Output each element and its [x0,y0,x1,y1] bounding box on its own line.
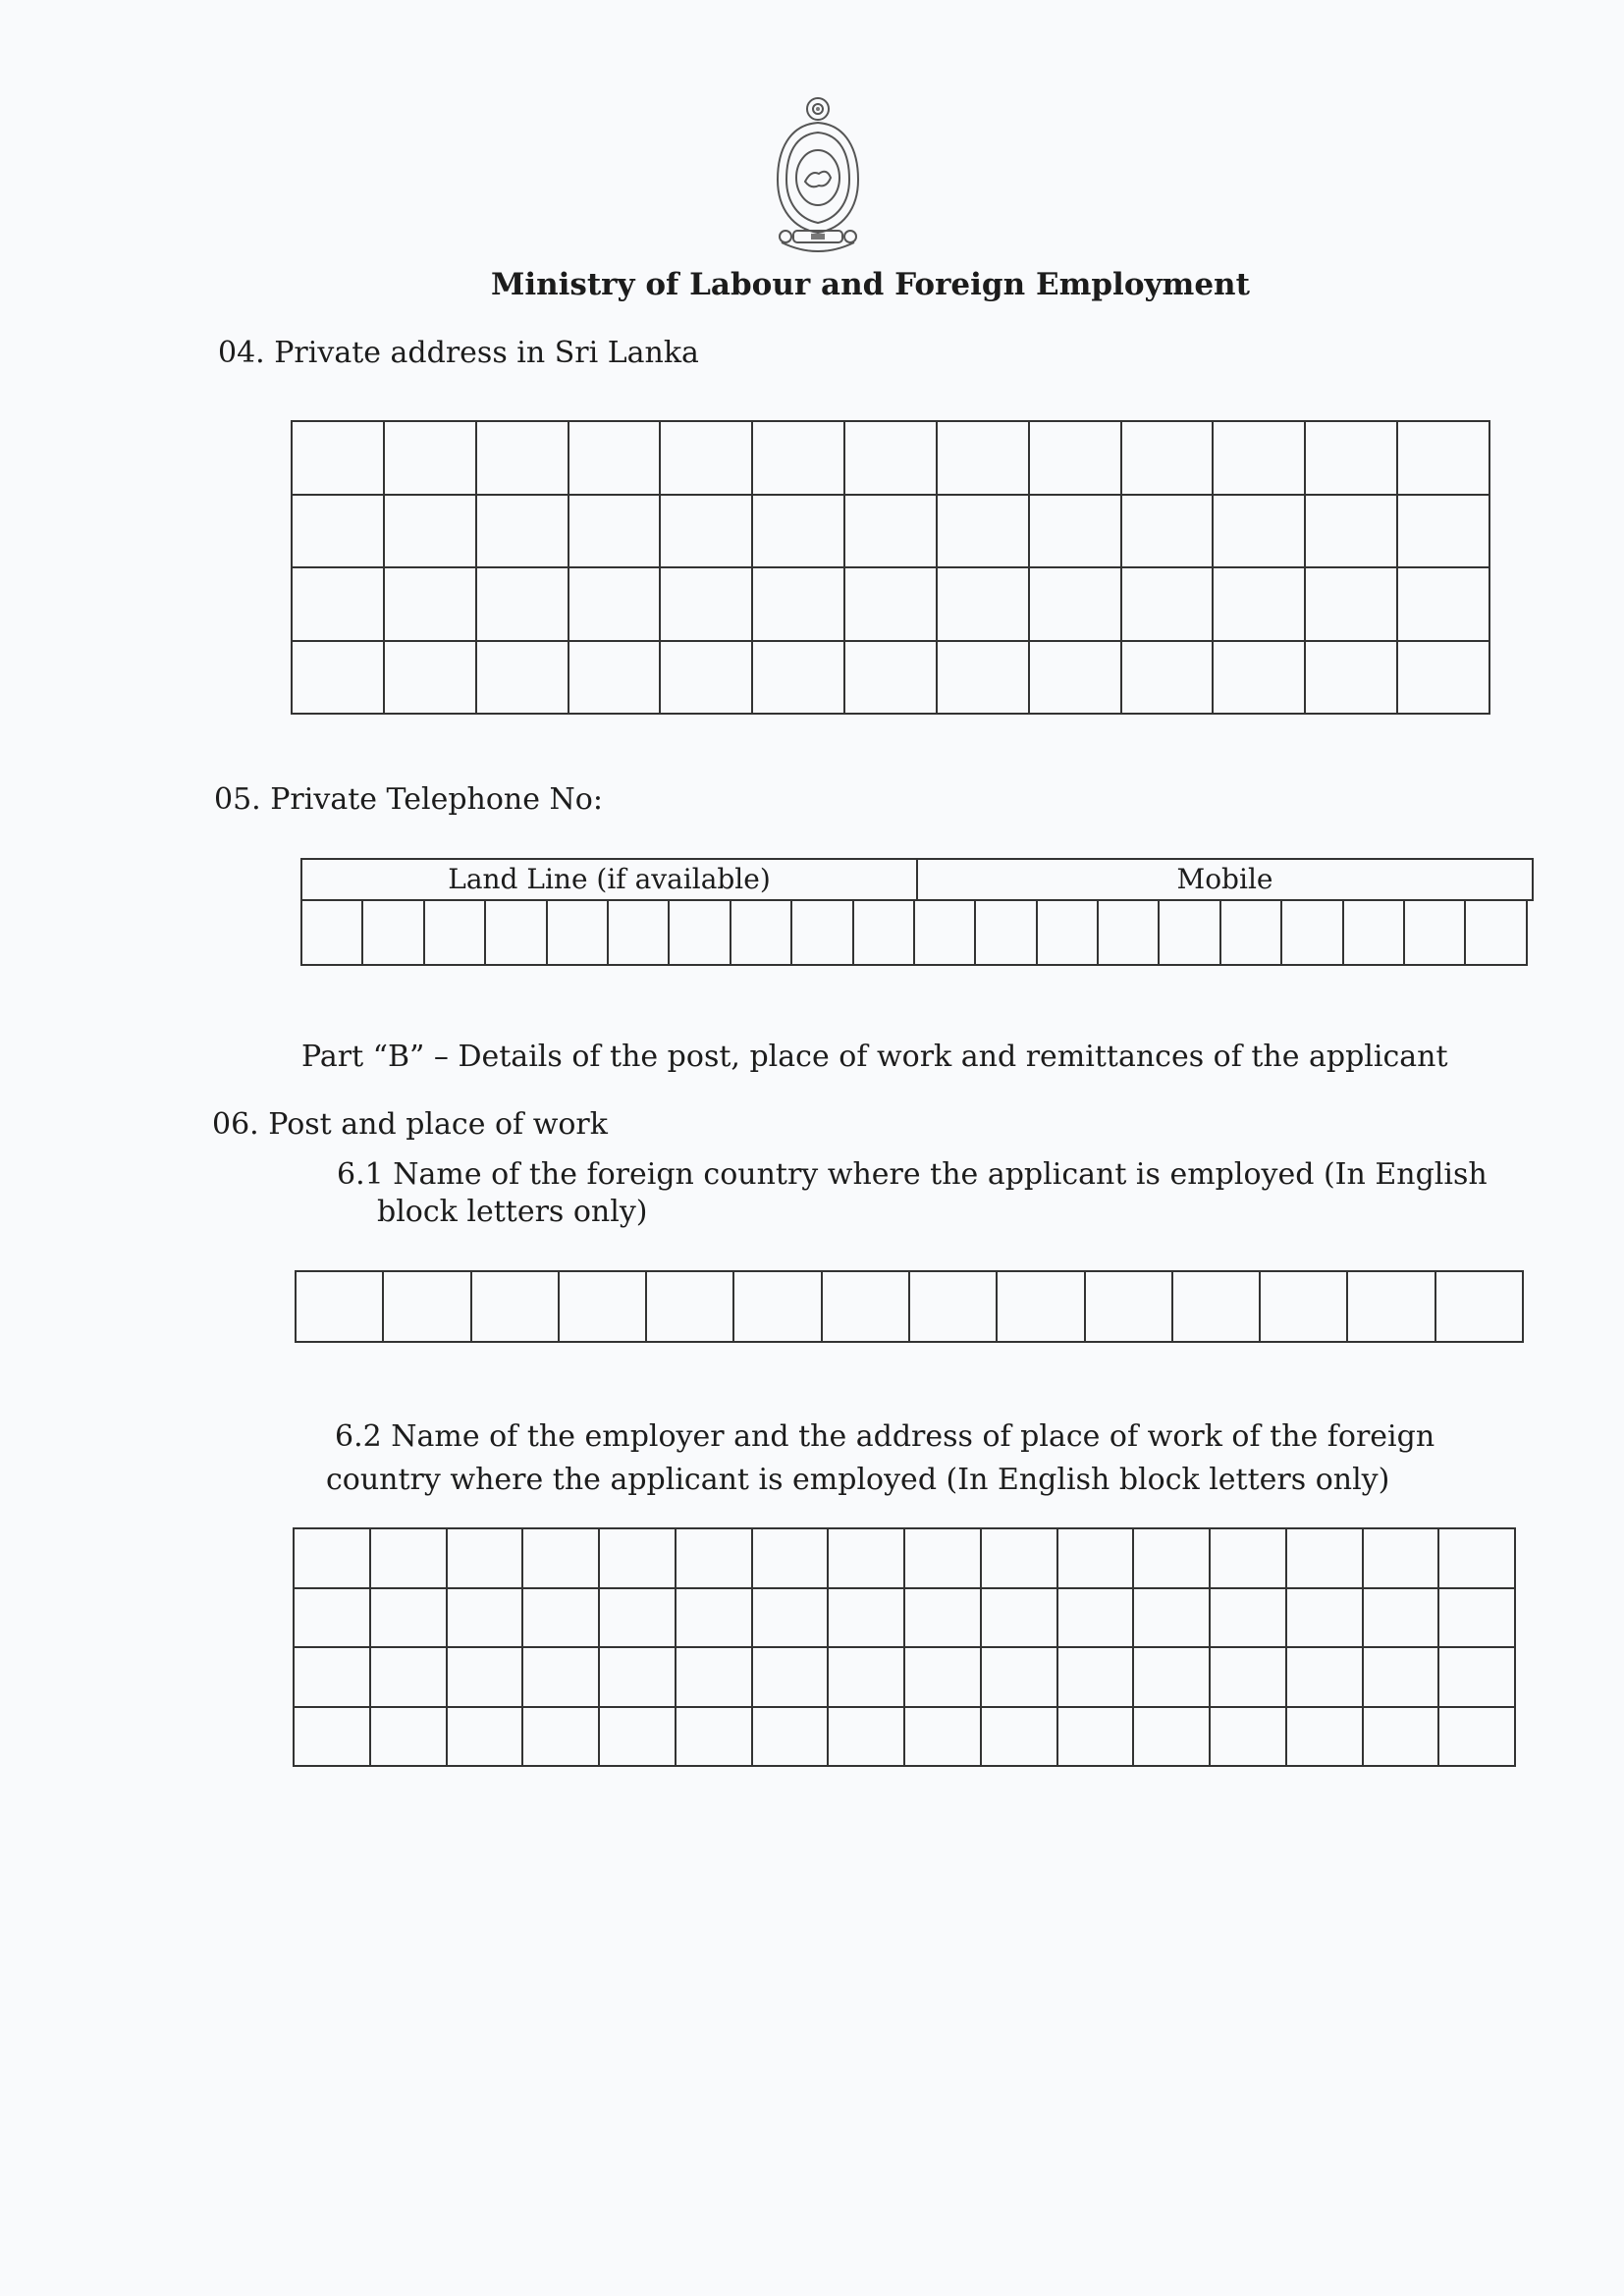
employer-letter-box[interactable] [1210,1647,1286,1707]
phone-digit-box[interactable] [1343,900,1404,965]
employer-letter-box[interactable] [1210,1707,1286,1767]
phone-digit-box[interactable] [1220,900,1281,965]
employer-letter-box[interactable] [1286,1528,1363,1588]
phone-digit-box[interactable] [1159,900,1219,965]
employer-letter-box[interactable] [370,1647,447,1707]
address-letter-box[interactable] [660,495,752,568]
employer-letter-box[interactable] [1057,1588,1134,1648]
ministry-title: Ministry of Labour and Foreign Employment [491,267,1250,302]
employer-letter-box[interactable] [752,1588,829,1648]
employer-letter-box[interactable] [1286,1647,1363,1707]
address-letter-box[interactable] [1029,421,1121,495]
address-letter-box[interactable] [568,495,661,568]
employer-letter-box[interactable] [294,1588,370,1648]
employer-letter-box[interactable] [599,1647,676,1707]
employer-letter-box[interactable] [522,1588,599,1648]
employer-letter-box[interactable] [1133,1528,1210,1588]
employer-letter-box[interactable] [599,1528,676,1588]
country-letter-box[interactable] [1172,1271,1260,1342]
address-letter-box[interactable] [1213,421,1305,495]
phone-digit-box[interactable] [975,900,1036,965]
employer-letter-box[interactable] [294,1647,370,1707]
employer-letter-box[interactable] [370,1707,447,1767]
phone-digit-box[interactable] [1465,900,1527,965]
address-letter-box[interactable] [1305,567,1397,641]
employer-letter-box[interactable] [1363,1528,1439,1588]
grid-row [292,641,1489,715]
employer-letter-box[interactable] [752,1707,829,1767]
address-letter-box[interactable] [384,641,476,715]
section-05-label: 05. Private Telephone No: [214,782,603,817]
grid-row [294,1588,1515,1648]
phone-digit-box[interactable] [485,900,546,965]
employer-letter-box[interactable] [981,1707,1057,1767]
employer-letter-box[interactable] [1438,1588,1515,1648]
address-letter-box[interactable] [660,641,752,715]
address-letter-box[interactable] [937,567,1029,641]
item-6-2-line1: 6.2 Name of the employer and the address of place of work of the foreign [335,1419,1435,1454]
address-letter-box[interactable] [384,567,476,641]
grid-row [294,1647,1515,1707]
employer-letter-box[interactable] [1286,1707,1363,1767]
grid-row [294,1528,1515,1588]
phone-digit-box[interactable] [1281,900,1342,965]
employer-letter-box[interactable] [370,1588,447,1648]
country-letter-box[interactable] [646,1271,733,1342]
address-letter-box[interactable] [660,421,752,495]
item-6-1-line2: block letters only) [377,1195,648,1229]
address-letter-box[interactable] [844,567,937,641]
address-letter-box[interactable] [1305,641,1397,715]
employer-letter-box[interactable] [828,1647,904,1707]
employer-letter-box[interactable] [828,1707,904,1767]
employer-letter-box[interactable] [522,1528,599,1588]
address-letter-box[interactable] [476,495,568,568]
address-letter-box[interactable] [1397,641,1489,715]
phone-digit-box[interactable] [853,900,914,965]
address-letter-box[interactable] [292,495,384,568]
employer-letter-box[interactable] [370,1528,447,1588]
address-letter-box[interactable] [568,567,661,641]
address-letter-box[interactable] [937,421,1029,495]
employer-letter-box[interactable] [1057,1707,1134,1767]
phone-digit-box[interactable] [1404,900,1465,965]
address-letter-box[interactable] [476,567,568,641]
employer-letter-box[interactable] [522,1707,599,1767]
address-letter-box[interactable] [1305,421,1397,495]
employer-letter-box[interactable] [1133,1707,1210,1767]
grid-row [292,567,1489,641]
employer-letter-box[interactable] [294,1528,370,1588]
telephone-grid [300,899,1528,966]
employer-address-grid [293,1527,1516,1767]
address-letter-box[interactable] [1213,567,1305,641]
address-letter-box[interactable] [1121,495,1214,568]
employer-letter-box[interactable] [1210,1588,1286,1648]
country-letter-box[interactable] [997,1271,1084,1342]
address-letter-box[interactable] [844,495,937,568]
address-letter-box[interactable] [1397,495,1489,568]
address-letter-box[interactable] [752,641,844,715]
address-letter-box[interactable] [384,495,476,568]
country-letter-box[interactable] [1347,1271,1435,1342]
address-letter-box[interactable] [660,567,752,641]
address-letter-box[interactable] [1121,567,1214,641]
employer-letter-box[interactable] [447,1528,523,1588]
address-letter-box[interactable] [752,421,844,495]
address-letter-box[interactable] [476,421,568,495]
grid-row [301,900,1527,965]
section-04-label: 04. Private address in Sri Lanka [218,336,699,370]
phone-digit-box[interactable] [1098,900,1159,965]
employer-letter-box[interactable] [447,1707,523,1767]
address-letter-box[interactable] [1029,641,1121,715]
country-letter-box[interactable] [383,1271,470,1342]
address-letter-box[interactable] [1029,495,1121,568]
address-letter-box[interactable] [1213,495,1305,568]
employer-letter-box[interactable] [981,1647,1057,1707]
foreign-country-grid [295,1270,1524,1343]
address-letter-box[interactable] [1029,567,1121,641]
item-6-1-line1: 6.1 Name of the foreign country where the applicant is employed (In English [337,1157,1488,1192]
country-letter-box[interactable] [822,1271,909,1342]
grid-row [294,1707,1515,1767]
address-letter-box[interactable] [937,641,1029,715]
address-letter-box[interactable] [844,421,937,495]
address-letter-box[interactable] [752,567,844,641]
country-letter-box[interactable] [296,1271,383,1342]
employer-letter-box[interactable] [676,1707,752,1767]
section-06-label: 06. Post and place of work [212,1107,608,1142]
employer-letter-box[interactable] [1438,1707,1515,1767]
phone-digit-box[interactable] [731,900,791,965]
private-address-grid [291,420,1490,715]
address-letter-box[interactable] [1213,641,1305,715]
employer-letter-box[interactable] [294,1707,370,1767]
grid-row [292,421,1489,495]
phone-digit-box[interactable] [301,900,362,965]
employer-letter-box[interactable] [904,1528,981,1588]
employer-letter-box[interactable] [676,1588,752,1648]
telephone-header [300,858,1534,901]
employer-letter-box[interactable] [1133,1588,1210,1648]
phone-digit-box[interactable] [914,900,975,965]
grid-row [296,1271,1523,1342]
mobile-header: Mobile [917,859,1533,900]
item-6-2-line2: country where the applicant is employed (In English block letters only) [326,1463,1390,1497]
address-letter-box[interactable] [1397,421,1489,495]
sri-lanka-emblem-icon [772,93,864,260]
address-letter-box[interactable] [1397,567,1489,641]
country-letter-box[interactable] [559,1271,646,1342]
employer-letter-box[interactable] [904,1707,981,1767]
address-letter-box[interactable] [292,421,384,495]
grid-row [292,495,1489,568]
country-letter-box[interactable] [1260,1271,1347,1342]
address-letter-box[interactable] [476,641,568,715]
address-letter-box[interactable] [384,421,476,495]
address-letter-box[interactable] [1121,421,1214,495]
employer-letter-box[interactable] [1133,1647,1210,1707]
employer-letter-box[interactable] [981,1528,1057,1588]
address-letter-box[interactable] [937,495,1029,568]
phone-digit-box[interactable] [608,900,669,965]
employer-letter-box[interactable] [1363,1588,1439,1648]
address-letter-box[interactable] [1121,641,1214,715]
address-letter-box[interactable] [844,641,937,715]
employer-letter-box[interactable] [599,1707,676,1767]
phone-digit-box[interactable] [362,900,423,965]
phone-digit-box[interactable] [669,900,730,965]
employer-letter-box[interactable] [1363,1647,1439,1707]
employer-letter-box[interactable] [904,1588,981,1648]
country-letter-box[interactable] [1435,1271,1523,1342]
employer-letter-box[interactable] [1210,1528,1286,1588]
employer-letter-box[interactable] [522,1647,599,1707]
address-letter-box[interactable] [752,495,844,568]
employer-letter-box[interactable] [447,1588,523,1648]
phone-digit-box[interactable] [547,900,608,965]
employer-letter-box[interactable] [828,1588,904,1648]
phone-digit-box[interactable] [791,900,852,965]
employer-letter-box[interactable] [752,1647,829,1707]
address-letter-box[interactable] [568,641,661,715]
employer-letter-box[interactable] [676,1647,752,1707]
address-letter-box[interactable] [568,421,661,495]
country-letter-box[interactable] [1085,1271,1172,1342]
employer-letter-box[interactable] [1438,1528,1515,1588]
phone-digit-box[interactable] [1037,900,1098,965]
address-letter-box[interactable] [292,567,384,641]
country-letter-box[interactable] [733,1271,821,1342]
employer-letter-box[interactable] [1057,1647,1134,1707]
employer-letter-box[interactable] [981,1588,1057,1648]
country-letter-box[interactable] [471,1271,559,1342]
employer-letter-box[interactable] [1286,1588,1363,1648]
address-letter-box[interactable] [292,641,384,715]
employer-letter-box[interactable] [1438,1647,1515,1707]
employer-letter-box[interactable] [676,1528,752,1588]
landline-header: Land Line (if available) [301,859,917,900]
part-b-heading: Part “B” – Details of the post, place of work and remittances of the applicant [301,1040,1448,1074]
phone-digit-box[interactable] [424,900,485,965]
employer-letter-box[interactable] [752,1528,829,1588]
employer-letter-box[interactable] [447,1647,523,1707]
employer-letter-box[interactable] [1363,1707,1439,1767]
employer-letter-box[interactable] [828,1528,904,1588]
country-letter-box[interactable] [909,1271,997,1342]
address-letter-box[interactable] [1305,495,1397,568]
employer-letter-box[interactable] [1057,1528,1134,1588]
employer-letter-box[interactable] [599,1588,676,1648]
employer-letter-box[interactable] [904,1647,981,1707]
